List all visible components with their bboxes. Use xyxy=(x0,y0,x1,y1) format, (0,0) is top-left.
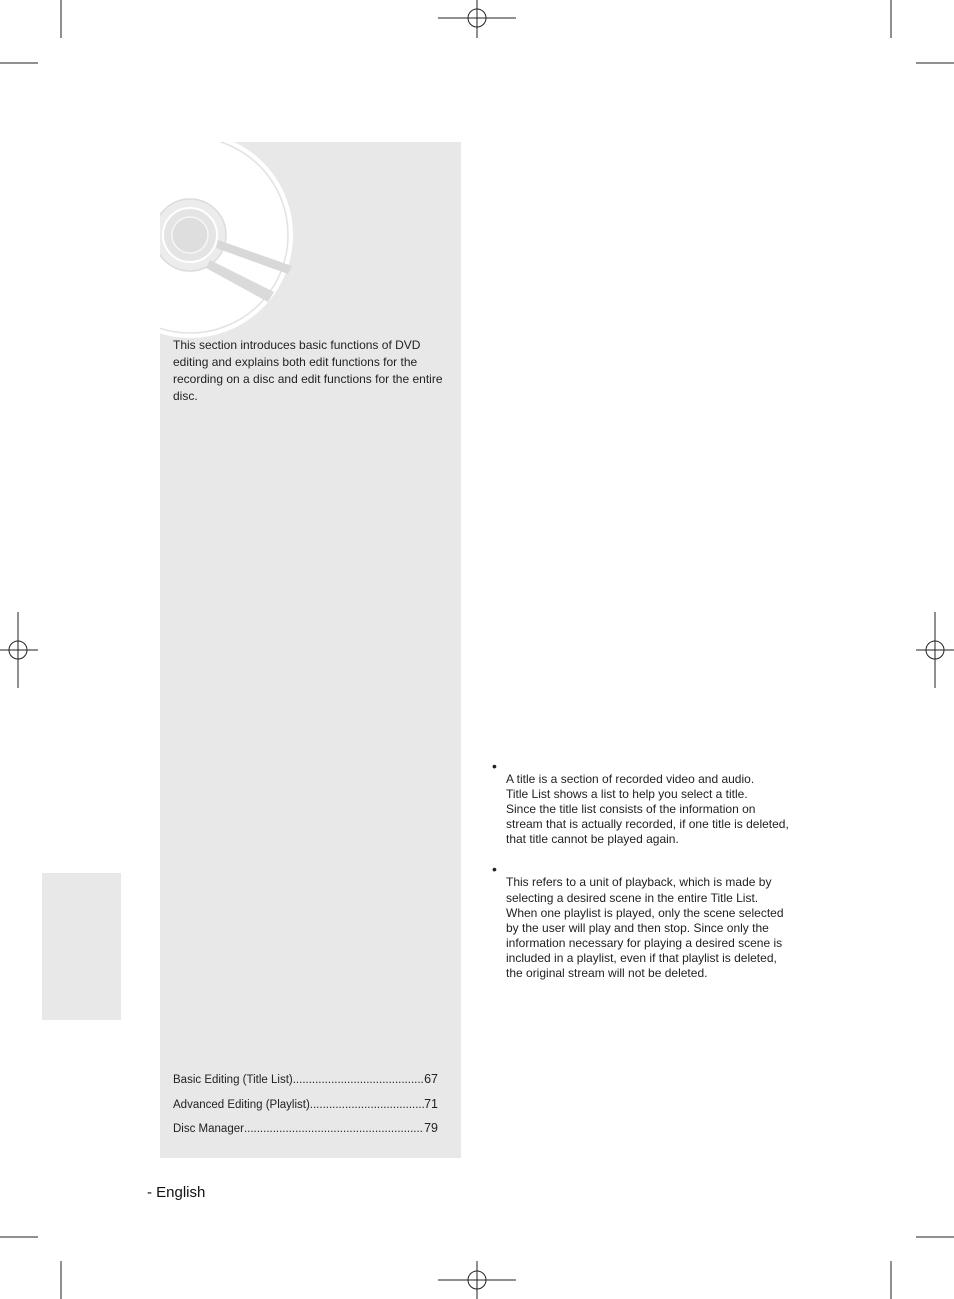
toc-item[interactable] xyxy=(173,1097,438,1122)
sidebar-panel xyxy=(160,142,461,1158)
definition-playlist xyxy=(490,861,810,981)
definition-line: stream that is actually recorded, if one title is deleted, xyxy=(506,817,789,832)
disc-icon xyxy=(160,142,461,342)
definition-title xyxy=(490,758,810,847)
toc-leader xyxy=(310,1099,424,1111)
intro-text: This section introduces basic functions of DVD editing and explains both edit functions for the recording on a disc and edit functions for the entire disc. xyxy=(173,338,443,403)
definition-line: This refers to a unit of playback, which is made by xyxy=(506,875,772,890)
toc-item-page: 71 xyxy=(424,1096,438,1111)
registration-mark-icon xyxy=(438,1261,516,1299)
toc-leader xyxy=(244,1123,424,1135)
definition-line: included in a playlist, even if that playlist is deleted, xyxy=(506,950,777,965)
definition-line: the original stream will not be deleted. xyxy=(506,966,708,981)
toc-item-page: 79 xyxy=(424,1121,438,1135)
toc-item-label: Disc Manager xyxy=(173,1123,244,1135)
toc-item-page: 67 xyxy=(424,1072,438,1086)
toc-item[interactable] xyxy=(173,1072,438,1097)
definition-line: by the user will play and then stop. Since only the xyxy=(506,920,769,935)
table-of-contents xyxy=(173,1072,438,1146)
definition-body xyxy=(490,861,810,981)
toc-item[interactable] xyxy=(173,1121,438,1146)
chapter-tab xyxy=(42,873,121,1020)
definition-line: When one playlist is played, only the scene selected xyxy=(506,905,784,920)
toc-item-label: Advanced Editing (Playlist) xyxy=(173,1098,310,1111)
toc-leader xyxy=(293,1074,424,1086)
definition-line: selecting a desired scene in the entire Title List. xyxy=(506,890,759,905)
bullet-icon: • xyxy=(492,758,497,774)
definition-line: information necessary for playing a desired scene is xyxy=(506,935,783,950)
page-footer: - English xyxy=(147,1184,206,1201)
bullet-icon: • xyxy=(492,861,497,878)
definition-line: that title cannot be played again. xyxy=(506,832,679,847)
definition-line: Since the title list consists of the information on xyxy=(506,802,756,817)
definition-line: A title is a section of recorded video and audio. xyxy=(506,772,755,786)
definition-line: Title List shows a list to help you select a title. xyxy=(506,787,748,802)
registration-mark-icon xyxy=(0,612,38,688)
registration-mark-icon xyxy=(438,0,516,38)
definitions-list xyxy=(490,758,810,995)
registration-mark-icon xyxy=(916,612,954,688)
definition-body xyxy=(490,758,810,847)
toc-item-label: Basic Editing (Title List) xyxy=(173,1074,293,1086)
